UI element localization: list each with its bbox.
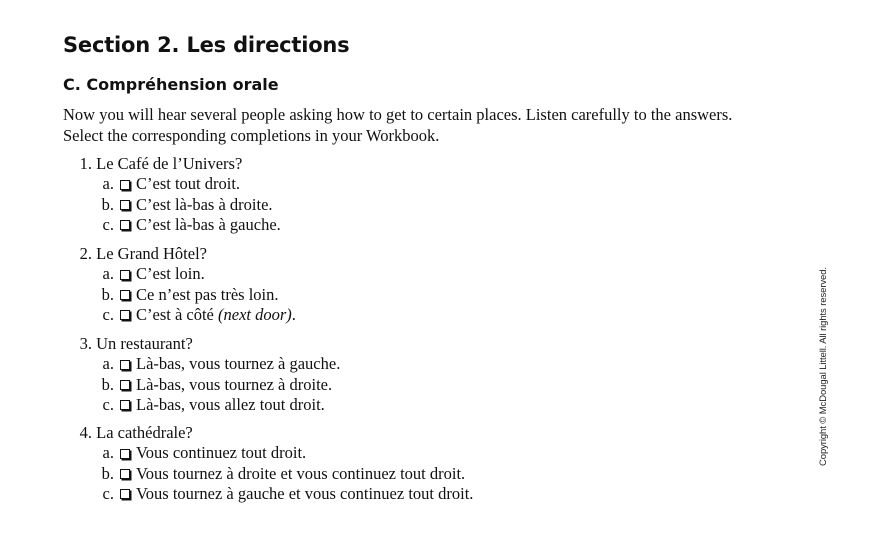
sub-title: C. Compréhension orale <box>63 75 279 94</box>
option-letter: b. <box>101 463 114 483</box>
checkbox-icon[interactable] <box>120 270 130 280</box>
question-4 <box>68 423 768 504</box>
option-letter: c. <box>102 483 114 503</box>
question-number: 4. <box>79 423 92 442</box>
option-text: C’est à côté <box>136 304 214 324</box>
option-row[interactable] <box>68 264 768 284</box>
option-letter: c. <box>102 394 114 414</box>
option-text: C’est là-bas à gauche. <box>136 214 281 234</box>
section-title: Section 2. Les directions <box>63 33 350 57</box>
option-row[interactable] <box>68 215 768 235</box>
checkbox-icon[interactable] <box>120 180 130 190</box>
checkbox-icon[interactable] <box>120 380 130 390</box>
option-row[interactable] <box>68 305 768 325</box>
question-2 <box>68 244 768 325</box>
option-letter: c. <box>102 214 114 234</box>
option-letter: a. <box>102 443 114 463</box>
option-row[interactable] <box>68 285 768 305</box>
instructions-text: Now you will hear several people asking how to get to certain places. Listen carefully to the answers. Select the corresponding completions in your Workbook. <box>63 105 733 145</box>
option-letter: a. <box>102 174 114 194</box>
option-row[interactable] <box>68 354 768 374</box>
option-text: Là-bas, vous tournez à droite. <box>136 374 333 394</box>
option-letter: b. <box>101 194 114 214</box>
option-row[interactable] <box>68 174 768 194</box>
option-row[interactable] <box>68 484 768 504</box>
checkbox-icon[interactable] <box>120 200 130 210</box>
checkbox-icon[interactable] <box>120 400 130 410</box>
checkbox-icon[interactable] <box>120 310 130 320</box>
question-text: La cathédrale? <box>96 423 193 442</box>
question-text: Le Grand Hôtel? <box>96 244 207 263</box>
question-text: Un restaurant? <box>96 334 193 353</box>
option-row[interactable] <box>68 195 768 215</box>
checkbox-icon[interactable] <box>120 360 130 370</box>
checkbox-icon[interactable] <box>120 290 130 300</box>
question-number: 2. <box>79 244 92 263</box>
question-text: Le Café de l’Univers? <box>96 154 243 173</box>
option-text: Vous tournez à droite et vous continuez tout droit. <box>136 463 466 483</box>
checkbox-icon[interactable] <box>120 469 130 479</box>
option-letter: b. <box>101 284 114 304</box>
option-letter: b. <box>101 374 114 394</box>
option-row[interactable] <box>68 443 768 463</box>
option-text: C’est tout droit. <box>136 174 241 194</box>
option-letter: a. <box>102 264 114 284</box>
option-row[interactable] <box>68 375 768 395</box>
option-text: Vous tournez à gauche et vous continuez tout droit. <box>136 483 474 503</box>
option-italic-note: (next door) <box>218 304 292 324</box>
option-text: Là-bas, vous allez tout droit. <box>136 394 325 414</box>
checkbox-icon[interactable] <box>120 489 130 499</box>
question-number: 3. <box>79 334 92 353</box>
checkbox-icon[interactable] <box>120 220 130 230</box>
option-text: C’est loin. <box>136 264 205 284</box>
option-letter: a. <box>102 354 114 374</box>
option-row[interactable] <box>68 395 768 415</box>
option-text: Vous continuez tout droit. <box>136 443 307 463</box>
question-1 <box>68 154 768 235</box>
option-text: Ce n’est pas très loin. <box>136 284 279 304</box>
option-punctuation: . <box>291 304 296 324</box>
checkbox-icon[interactable] <box>120 449 130 459</box>
option-letter: c. <box>102 304 114 324</box>
question-3 <box>68 334 768 415</box>
option-text: Là-bas, vous tournez à gauche. <box>136 354 341 374</box>
question-number: 1. <box>79 154 92 173</box>
option-text: C’est là-bas à droite. <box>136 194 273 214</box>
option-row[interactable] <box>68 464 768 484</box>
copyright-notice: Copyright © McDougal Littell. All rights reserved. <box>818 267 829 466</box>
